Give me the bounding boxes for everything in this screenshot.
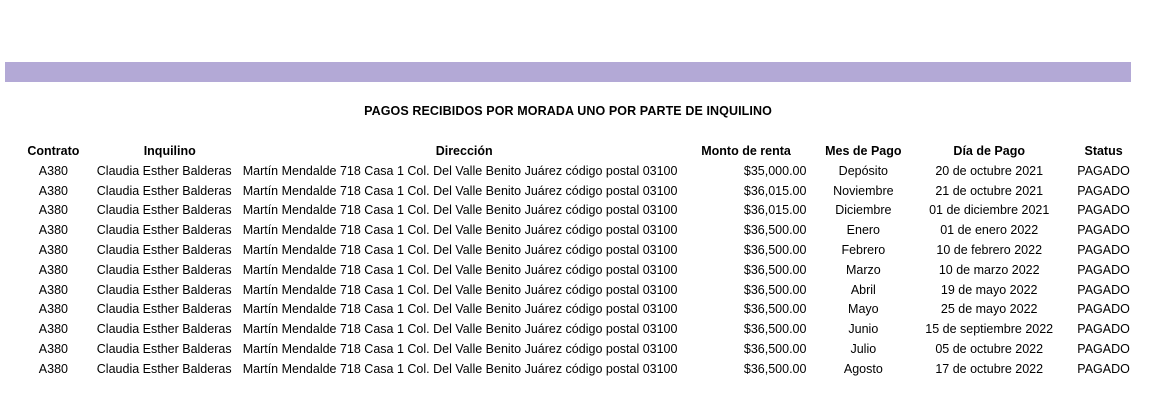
cell-contrato: A380 — [38, 282, 68, 297]
cell-status: PAGADO — [1077, 262, 1130, 277]
table-row — [10, 182, 1149, 202]
cell-status: PAGADO — [1077, 223, 1130, 238]
table-row — [10, 241, 1149, 261]
cell-dia: 01 de enero 2022 — [940, 223, 1039, 238]
table-row — [10, 320, 1149, 340]
cell-mes: Depósito — [838, 163, 889, 178]
cell-dia: 25 de mayo 2022 — [940, 302, 1038, 317]
cell-status: PAGADO — [1077, 361, 1130, 376]
cell-status: PAGADO — [1077, 322, 1130, 337]
cell-status: PAGADO — [1077, 282, 1130, 297]
column-header-contrato: Contrato — [27, 144, 80, 158]
cell-mes: Julio — [850, 341, 877, 356]
cell-monto: $36,500.00 — [743, 242, 807, 257]
cell-monto: $36,015.00 — [743, 203, 807, 218]
cell-contrato: A380 — [38, 302, 68, 317]
cell-contrato: A380 — [38, 203, 68, 218]
cell-contrato: A380 — [38, 341, 68, 356]
cell-monto: $35,000.00 — [743, 163, 807, 178]
cell-monto: $36,015.00 — [743, 183, 807, 198]
cell-contrato: A380 — [38, 242, 68, 257]
column-header-direccion: Dirección — [435, 144, 493, 158]
cell-mes: Diciembre — [835, 203, 892, 218]
cell-direccion: Martín Mendalde 718 Casa 1 Col. Del Valle Benito Juárez código postal 03100 — [242, 361, 678, 376]
cell-inquilino: Claudia Esther Balderas — [96, 282, 232, 297]
cell-mes: Enero — [846, 223, 881, 238]
cell-status: PAGADO — [1077, 183, 1130, 198]
cell-direccion: Martín Mendalde 718 Casa 1 Col. Del Valle Benito Juárez código postal 03100 — [242, 302, 678, 317]
cell-contrato: A380 — [38, 361, 68, 376]
column-header-monto: Monto de renta — [701, 144, 791, 158]
report-title: PAGOS RECIBIDOS POR MORADA UNO POR PARTE DE INQUILINO — [364, 104, 772, 118]
cell-status: PAGADO — [1077, 163, 1130, 178]
cell-dia: 15 de septiembre 2022 — [925, 322, 1054, 337]
table-row — [10, 300, 1149, 320]
table-row — [10, 261, 1149, 281]
cell-direccion: Martín Mendalde 718 Casa 1 Col. Del Valle Benito Juárez código postal 03100 — [242, 282, 678, 297]
cell-dia: 10 de marzo 2022 — [938, 262, 1040, 277]
cell-direccion: Martín Mendalde 718 Casa 1 Col. Del Valle Benito Juárez código postal 03100 — [242, 183, 678, 198]
cell-dia: 17 de octubre 2022 — [935, 361, 1044, 376]
header-color-band — [5, 62, 1131, 82]
cell-monto: $36,500.00 — [743, 262, 807, 277]
cell-inquilino: Claudia Esther Balderas — [96, 302, 232, 317]
cell-direccion: Martín Mendalde 718 Casa 1 Col. Del Valle Benito Juárez código postal 03100 — [242, 322, 678, 337]
cell-dia: 01 de diciembre 2021 — [929, 203, 1050, 218]
cell-status: PAGADO — [1077, 242, 1130, 257]
cell-direccion: Martín Mendalde 718 Casa 1 Col. Del Valle Benito Juárez código postal 03100 — [242, 262, 678, 277]
table-row — [10, 162, 1149, 182]
cell-mes: Marzo — [845, 262, 881, 277]
cell-status: PAGADO — [1077, 203, 1130, 218]
cell-mes: Junio — [848, 322, 879, 337]
cell-inquilino: Claudia Esther Balderas — [96, 322, 232, 337]
cell-monto: $36,500.00 — [743, 361, 807, 376]
cell-direccion: Martín Mendalde 718 Casa 1 Col. Del Valle Benito Juárez código postal 03100 — [242, 203, 678, 218]
cell-direccion: Martín Mendalde 718 Casa 1 Col. Del Valle Benito Juárez código postal 03100 — [242, 341, 678, 356]
cell-mes: Agosto — [843, 361, 883, 376]
cell-contrato: A380 — [38, 223, 68, 238]
cell-dia: 10 de febrero 2022 — [936, 242, 1043, 257]
cell-status: PAGADO — [1077, 341, 1130, 356]
column-header-dia: Día de Pago — [953, 144, 1025, 158]
cell-mes: Noviembre — [833, 183, 894, 198]
table-row — [10, 340, 1149, 360]
cell-inquilino: Claudia Esther Balderas — [96, 223, 232, 238]
cell-inquilino: Claudia Esther Balderas — [96, 163, 232, 178]
cell-inquilino: Claudia Esther Balderas — [96, 341, 232, 356]
cell-inquilino: Claudia Esther Balderas — [96, 242, 232, 257]
cell-contrato: A380 — [38, 163, 68, 178]
cell-dia: 21 de octubre 2021 — [935, 183, 1044, 198]
table-body — [10, 162, 1149, 380]
cell-monto: $36,500.00 — [743, 341, 807, 356]
payments-table — [10, 142, 1149, 380]
cell-inquilino: Claudia Esther Balderas — [96, 262, 232, 277]
column-header-inquilino: Inquilino — [143, 144, 196, 158]
cell-mes: Abril — [850, 282, 876, 297]
table-row — [10, 221, 1149, 241]
cell-direccion: Martín Mendalde 718 Casa 1 Col. Del Valle Benito Juárez código postal 03100 — [242, 242, 678, 257]
table-row — [10, 360, 1149, 380]
cell-contrato: A380 — [38, 322, 68, 337]
cell-inquilino: Claudia Esther Balderas — [96, 183, 232, 198]
cell-mes: Mayo — [848, 302, 879, 317]
cell-mes: Febrero — [841, 242, 886, 257]
cell-status: PAGADO — [1077, 302, 1130, 317]
cell-dia: 05 de octubre 2022 — [935, 341, 1044, 356]
cell-monto: $36,500.00 — [743, 322, 807, 337]
cell-direccion: Martín Mendalde 718 Casa 1 Col. Del Valle Benito Juárez código postal 03100 — [242, 223, 678, 238]
column-header-status: Status — [1084, 144, 1123, 158]
column-header-mes: Mes de Pago — [825, 144, 902, 158]
cell-contrato: A380 — [38, 183, 68, 198]
table-row — [10, 201, 1149, 221]
cell-dia: 19 de mayo 2022 — [940, 282, 1038, 297]
cell-contrato: A380 — [38, 262, 68, 277]
cell-monto: $36,500.00 — [743, 302, 807, 317]
cell-inquilino: Claudia Esther Balderas — [96, 203, 232, 218]
cell-monto: $36,500.00 — [743, 282, 807, 297]
cell-inquilino: Claudia Esther Balderas — [96, 361, 232, 376]
cell-monto: $36,500.00 — [743, 223, 807, 238]
cell-direccion: Martín Mendalde 718 Casa 1 Col. Del Valle Benito Juárez código postal 03100 — [242, 163, 678, 178]
table-row — [10, 281, 1149, 301]
cell-dia: 20 de octubre 2021 — [935, 163, 1044, 178]
table-header-row — [10, 142, 1149, 162]
